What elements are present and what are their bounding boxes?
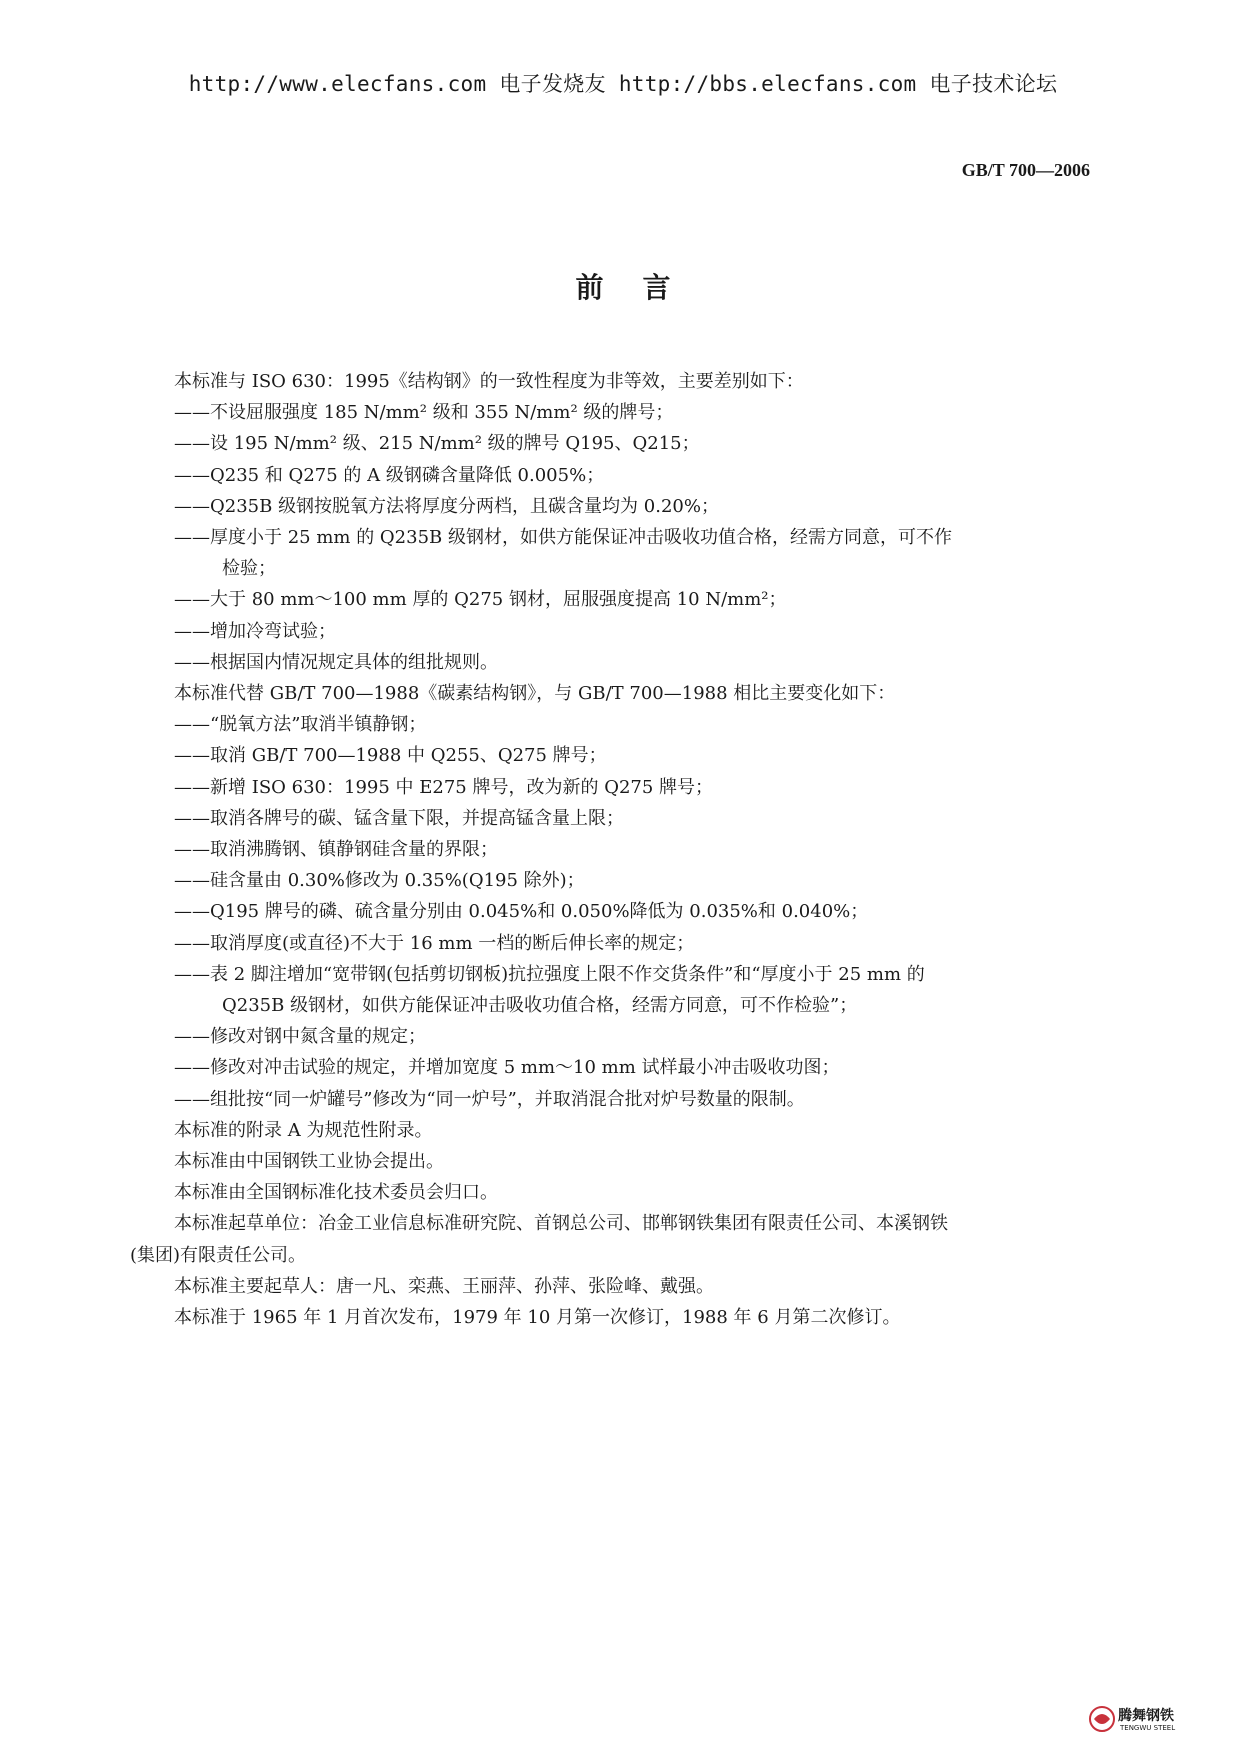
paragraph-replaces: 本标准代替 GB/T 700—1988《碳素结构钢》，与 GB/T 700—1988 相比主要变化如下：	[174, 683, 896, 705]
document-body	[130, 366, 1094, 1333]
list-item: ——根据国内情况规定具体的组批规则。	[174, 651, 498, 673]
list-item: ——取消各牌号的碳、锰含量下限，并提高锰含量上限；	[174, 807, 624, 829]
header-link-elecfans[interactable]: http://www.elecfans.com	[188, 72, 487, 96]
list-item: ——取消 GB/T 700—1988 中 Q255、Q275 牌号；	[174, 745, 607, 767]
paragraph-drafting-units-cont: (集团)有限责任公司。	[130, 1244, 307, 1266]
header-site-name-2: 电子技术论坛	[929, 72, 1058, 96]
list-item-continuation: Q235B 级钢材，如供方能保证冲击吸收功值合格，经需方同意，可不作检验”；	[222, 995, 858, 1017]
list-item: ——修改对钢中氮含量的规定；	[174, 1026, 426, 1048]
list-item: ——取消厚度(或直径)不大于 16 mm 一档的断后伸长率的规定；	[174, 932, 695, 954]
list-item: ——“脱氧方法”取消半镇静钢；	[174, 714, 427, 736]
paragraph-drafting-units: 本标准起草单位：冶金工业信息标准研究院、首钢总公司、邯郸钢铁集团有限责任公司、本溪钢铁	[174, 1213, 948, 1235]
paragraph-centralized-by: 本标准由全国钢标准化技术委员会归口。	[174, 1182, 498, 1204]
standard-number: GB/T 700—2006	[961, 160, 1090, 180]
list-item: ——设 195 N/mm² 级、215 N/mm² 级的牌号 Q195、Q215；	[174, 433, 700, 455]
list-item: ——不设屈服强度 185 N/mm² 级和 355 N/mm² 级的牌号；	[174, 402, 674, 424]
list-item: ——Q235 和 Q275 的 A 级钢磷含量降低 0.005%；	[174, 464, 605, 486]
list-item-continuation: 检验；	[222, 558, 276, 580]
list-item: ——大于 80 mm～100 mm 厚的 Q275 钢材，屈服强度提高 10 N/mm²；	[174, 589, 787, 611]
page-title	[0, 266, 1246, 306]
list-item: ——厚度小于 25 mm 的 Q235B 级钢材，如供方能保证冲击吸收功值合格，经需方同意，可不作	[174, 527, 952, 549]
paragraph-intro-iso: 本标准与 ISO 630：1995《结构钢》的一致性程度为非等效，主要差别如下：	[174, 371, 804, 392]
list-item: ——Q195 牌号的磷、硫含量分别由 0.045%和 0.050%降低为 0.035%和 0.040%；	[174, 901, 869, 923]
tengwu-steel-logo	[1088, 1704, 1206, 1734]
paragraph-drafters: 本标准主要起草人：唐一凡、栾燕、王丽萍、孙萍、张险峰、戴强。	[174, 1275, 714, 1297]
list-item: ——取消沸腾钢、镇静钢硅含量的界限；	[174, 839, 498, 861]
paragraph-proposed-by: 本标准由中国钢铁工业协会提出。	[174, 1151, 444, 1173]
list-item: ——组批按“同一炉罐号”修改为“同一炉号”，并取消混合批对炉号数量的限制。	[174, 1088, 805, 1110]
list-item: ——新增 ISO 630：1995 中 E275 牌号，改为新的 Q275 牌号；	[174, 776, 714, 798]
list-item: ——表 2 脚注增加“宽带钢(包括剪切钢板)抗拉强度上限不作交货条件”和“厚度小于 25 mm 的	[174, 963, 925, 985]
paragraph-annex: 本标准的附录 A 为规范性附录。	[174, 1119, 433, 1141]
paragraph-history: 本标准于 1965 年 1 月首次发布，1979 年 10 月第一次修订，1988 年 6 月第二次修订。	[174, 1307, 901, 1329]
logo-en-text: TENGWU STEEL	[1120, 1724, 1176, 1732]
header-site-name-1: 电子发烧友	[499, 72, 606, 96]
header-link-bbs[interactable]: http://bbs.elecfans.com	[618, 72, 917, 96]
tengwu-steel-logo-icon	[1088, 1704, 1206, 1734]
header-links	[0, 68, 1246, 98]
list-item: ——修改对冲击试验的规定，并增加宽度 5 mm～10 mm 试样最小冲击吸收功图；	[174, 1057, 840, 1079]
list-item: ——Q235B 级钢按脱氧方法将厚度分两档，且碳含量均为 0.20%；	[174, 495, 719, 517]
logo-cn-text: 腾舞钢铁	[1118, 1708, 1174, 1724]
page-title-text: 前 言	[575, 271, 671, 304]
list-item: ——增加冷弯试验；	[174, 620, 336, 642]
list-item: ——硅含量由 0.30%修改为 0.35%(Q195 除外)；	[174, 870, 585, 892]
